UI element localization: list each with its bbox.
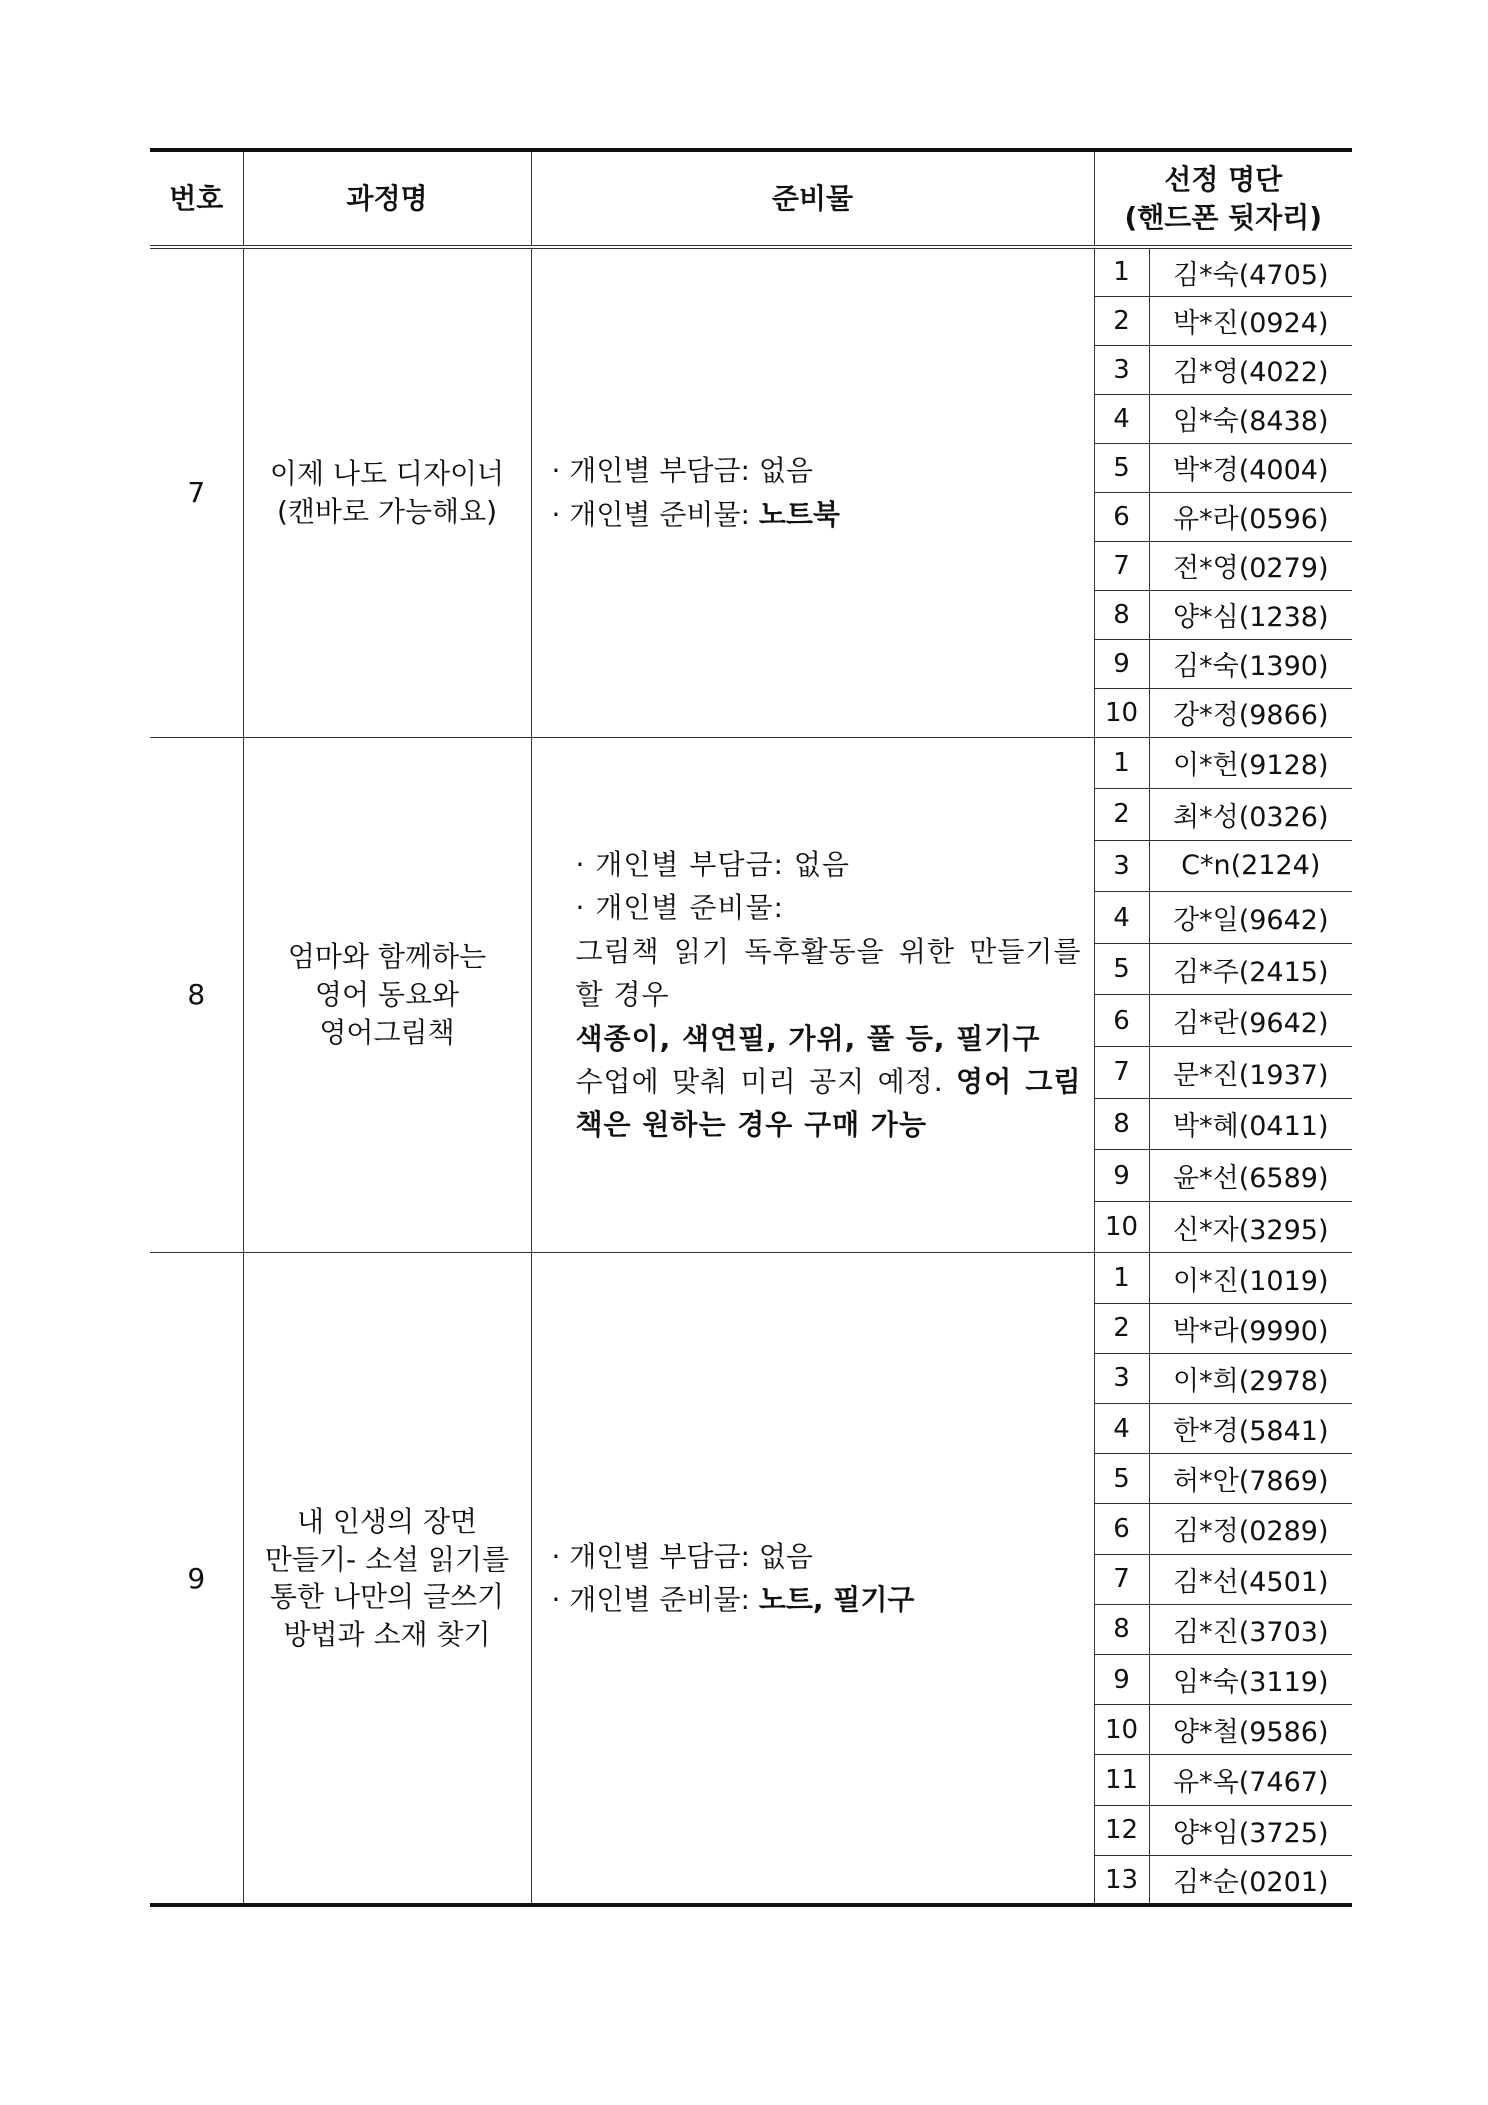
member-index: 5 (1094, 443, 1149, 492)
member-name: 박*경(4004) (1149, 443, 1352, 492)
course-title-line: 영어그림책 (319, 1015, 455, 1049)
member-name: 이*진(1019) (1149, 1253, 1352, 1303)
member-name: 양*임(3725) (1149, 1805, 1352, 1855)
member-index: 7 (1094, 1554, 1149, 1604)
supplies-items-label: · 개인별 준비물: (551, 497, 759, 531)
supplies-items-value: 색종이, 색연필, 가위, 풀 등, 필기구 (575, 1021, 1041, 1055)
course-title (243, 737, 531, 1253)
member-index: 9 (1094, 1150, 1149, 1202)
member-index: 1 (1094, 737, 1149, 789)
member-index: 5 (1094, 1454, 1149, 1504)
member-name: 이*헌(9128) (1149, 737, 1352, 789)
member-name: 박*진(0924) (1149, 296, 1352, 345)
header-selected-list (1094, 150, 1352, 247)
member-index: 11 (1094, 1755, 1149, 1805)
supplies-fee: · 개인별 부담금: 없음 (575, 848, 850, 882)
supplies-fee: · 개인별 부담금: 없음 (551, 1540, 813, 1574)
course-title-line: (캔바로 가능해요) (276, 494, 498, 528)
member-name: 박*라(9990) (1149, 1303, 1352, 1353)
supplies-items (552, 493, 1082, 536)
member-index: 2 (1094, 296, 1149, 345)
supplies-items (552, 1578, 1082, 1621)
member-name: 최*성(0326) (1149, 789, 1352, 841)
course-title (243, 1253, 531, 1905)
member-name: 김*정(0289) (1149, 1504, 1352, 1554)
supplies-notice (576, 1060, 1082, 1147)
course-title-line: 엄마와 함께하는 (287, 940, 487, 974)
member-name: 허*안(7869) (1149, 1454, 1352, 1504)
member-index: 12 (1094, 1805, 1149, 1855)
member-name: 유*라(0596) (1149, 492, 1352, 541)
header-supplies: 준비물 (531, 150, 1094, 247)
member-name: 유*옥(7467) (1149, 1755, 1352, 1805)
header-row (150, 150, 1352, 247)
member-index: 2 (1094, 1303, 1149, 1353)
supplies-cell (531, 247, 1094, 737)
member-name: 문*진(1937) (1149, 1047, 1352, 1099)
member-name: 김*선(4501) (1149, 1554, 1352, 1604)
member-index: 3 (1094, 345, 1149, 394)
supplies-notice-bold: 영어 그림책은 원하는 경우 구매 가능 (575, 1065, 1082, 1142)
member-index: 6 (1094, 995, 1149, 1047)
course-number: 9 (150, 1253, 243, 1905)
course-title-line: 방법과 소재 찾기 (283, 1618, 491, 1652)
member-index: 4 (1094, 394, 1149, 443)
supplies-fee: · 개인별 부담금: 없음 (551, 454, 813, 488)
member-name: C*n(2124) (1149, 840, 1352, 892)
header-number: 번호 (150, 150, 243, 247)
member-name: 신*자(3295) (1149, 1201, 1352, 1253)
selection-table (150, 148, 1352, 1907)
member-index: 3 (1094, 1353, 1149, 1403)
member-index: 2 (1094, 789, 1149, 841)
member-index: 10 (1094, 1201, 1149, 1253)
member-name: 김*영(4022) (1149, 345, 1352, 394)
member-index: 6 (1094, 1504, 1149, 1554)
member-name: 양*철(9586) (1149, 1705, 1352, 1755)
member-name: 이*희(2978) (1149, 1353, 1352, 1403)
course-number: 7 (150, 247, 243, 737)
course-title-line: 영어 동요와 (314, 978, 460, 1012)
course-title-line: 통한 나만의 글쓰기 (269, 1580, 505, 1614)
header-course: 과정명 (243, 150, 531, 247)
header-selected-title: 선정 명단 (1164, 162, 1283, 196)
member-name: 임*숙(8438) (1149, 394, 1352, 443)
course-title (243, 247, 531, 737)
member-index: 7 (1094, 1047, 1149, 1099)
supplies-notice-text: 수업에 맞춰 미리 공지 예정. (575, 1065, 957, 1099)
member-index: 10 (1094, 1705, 1149, 1755)
member-index: 8 (1094, 1604, 1149, 1654)
member-name: 김*숙(1390) (1149, 639, 1352, 688)
member-index: 4 (1094, 892, 1149, 944)
supplies-items-label: · 개인별 준비물: (551, 1583, 759, 1617)
course-number: 8 (150, 737, 243, 1253)
course-title-line: 내 인생의 장면 (296, 1504, 478, 1538)
member-index: 9 (1094, 639, 1149, 688)
supplies-cell (531, 737, 1094, 1253)
member-name: 김*숙(4705) (1149, 247, 1352, 296)
member-name: 한*경(5841) (1149, 1404, 1352, 1454)
course-title-line: 이제 나도 디자이너 (269, 456, 505, 490)
header-selected-subtitle: (핸드폰 뒷자리) (1124, 200, 1323, 234)
table-row (150, 1253, 1352, 1303)
member-index: 7 (1094, 541, 1149, 590)
member-index: 10 (1094, 688, 1149, 737)
member-index: 3 (1094, 840, 1149, 892)
member-index: 6 (1094, 492, 1149, 541)
table-row (150, 247, 1352, 296)
member-index: 1 (1094, 1253, 1149, 1303)
table-row (150, 737, 1352, 789)
member-name: 임*숙(3119) (1149, 1654, 1352, 1704)
supplies-note: 그림책 읽기 독후활동을 위한 만들기를 할 경우 (575, 934, 1082, 1012)
member-index: 5 (1094, 943, 1149, 995)
member-name: 강*정(9866) (1149, 688, 1352, 737)
member-name: 양*심(1238) (1149, 590, 1352, 639)
member-name: 김*주(2415) (1149, 943, 1352, 995)
member-name: 강*일(9642) (1149, 892, 1352, 944)
supplies-items-label: · 개인별 준비물: (575, 891, 784, 925)
member-name: 김*순(0201) (1149, 1855, 1352, 1905)
supplies-items-value: 노트북 (758, 497, 840, 531)
member-name: 김*란(9642) (1149, 995, 1352, 1047)
course-title-line: 만들기- 소설 읽기를 (264, 1542, 510, 1576)
member-name: 김*진(3703) (1149, 1604, 1352, 1654)
member-index: 8 (1094, 1098, 1149, 1150)
member-name: 전*영(0279) (1149, 541, 1352, 590)
supplies-cell (531, 1253, 1094, 1905)
member-index: 13 (1094, 1855, 1149, 1905)
member-index: 9 (1094, 1654, 1149, 1704)
member-index: 4 (1094, 1404, 1149, 1454)
supplies-items-value: 노트, 필기구 (758, 1583, 915, 1617)
member-index: 1 (1094, 247, 1149, 296)
member-index: 8 (1094, 590, 1149, 639)
member-name: 박*혜(0411) (1149, 1098, 1352, 1150)
member-name: 윤*선(6589) (1149, 1150, 1352, 1202)
